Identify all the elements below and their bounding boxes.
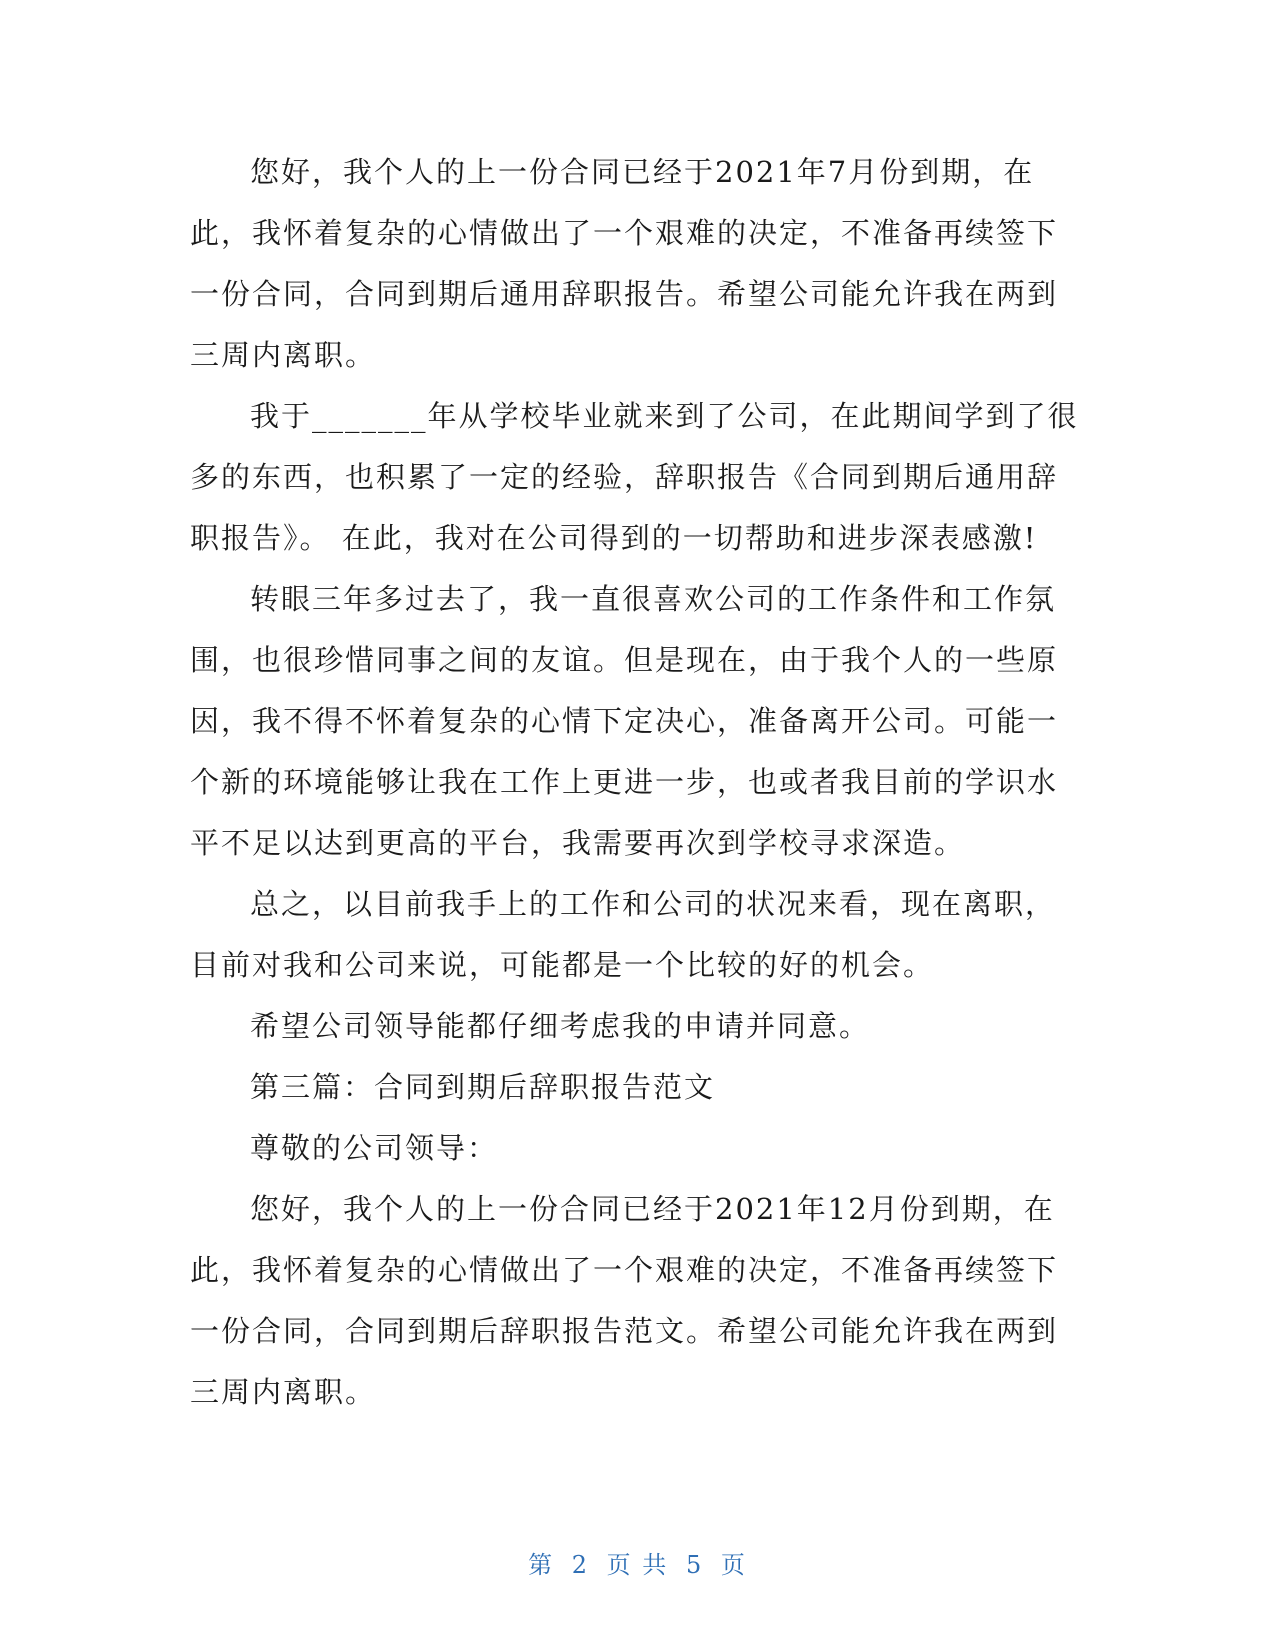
paragraph-3: 转眼三年多过去了，我一直很喜欢公司的工作条件和工作氛围，也很珍惜同事之间的友谊。但是现在，由于我个人的一些原因，我不得不怀着复杂的心情下定决心，准备离开公司。可能一个新的环境能够让我在工作上更进一步，也或者我目前的学识水平不足以达到更高的平台，我需要再次到学校寻求深造。 — [190, 582, 1059, 860]
paragraph-2: 我于_______年从学校毕业就来到了公司，在此期间学到了很多的东西，也积累了一定的经验，辞职报告《合同到期后通用辞职报告》。 在此，我对在公司得到的一切帮助和进步深表感激! — [190, 399, 1079, 555]
page-footer — [0, 1545, 1275, 1580]
footer-current-page: 2 — [571, 1551, 590, 1579]
footer-middle: 页 共 — [606, 1551, 669, 1579]
paragraph-5: 希望公司领导能都仔细考虑我的申请并同意。 — [250, 1009, 871, 1043]
footer-total-pages: 5 — [685, 1551, 704, 1579]
footer-prefix: 第 — [528, 1551, 555, 1579]
paragraph-4: 总之，以目前我手上的工作和公司的状况来看，现在离职，目前对我和公司来说，可能都是一个比较的好的机会。 — [190, 887, 1057, 982]
document-body — [190, 142, 1080, 1423]
footer-suffix: 页 — [720, 1551, 747, 1579]
paragraph-8: 您好，我个人的上一份合同已经于2021年12月份到期，在此，我怀着复杂的心情做出了一个艰难的决定，不准备再续签下一份合同，合同到期后辞职报告范文。希望公司能允许我在两到三周内离职。 — [190, 1192, 1059, 1409]
salutation: 尊敬的公司领导： — [250, 1131, 499, 1165]
paragraph-1: 您好，我个人的上一份合同已经于2021年7月份到期，在此，我怀着复杂的心情做出了一个艰难的决定，不准备再续签下一份合同，合同到期后通用辞职报告。希望公司能允许我在两到三周内离职。 — [190, 155, 1059, 372]
section-heading: 第三篇：合同到期后辞职报告范文 — [250, 1070, 716, 1104]
